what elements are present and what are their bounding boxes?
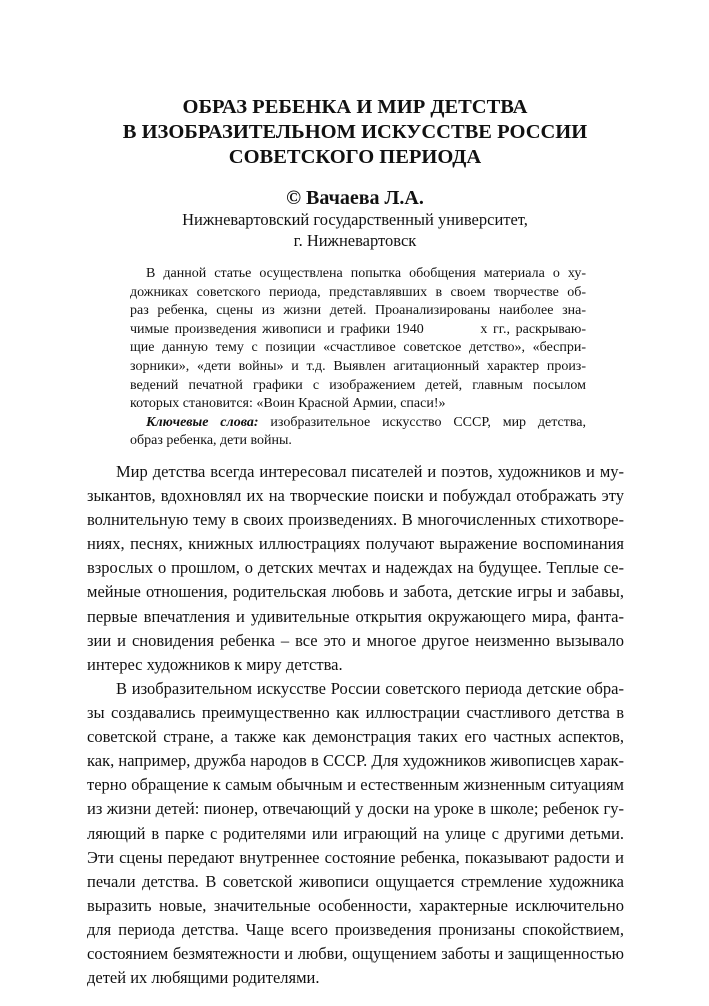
body-line: В изобразительном искусстве России советского периода детские обра- [116, 679, 624, 698]
keywords-line [130, 414, 586, 433]
article-title-line-2: В ИЗОБРАЗИТЕЛЬНОМ ИСКУССТВЕ РОССИИ [122, 121, 588, 143]
body-line: зы создавались преимущественно как иллюстрации счастливого детства в [87, 703, 624, 723]
author-name: © Вачаева Л.А. [286, 187, 424, 209]
abstract-line: которых становится: «Воин Красной Армии, спаси!» [130, 396, 446, 412]
abstract-line: В данной статье осуществлена попытка обобщения материала о ху- [146, 266, 586, 281]
body-paragraph-2 [87, 677, 624, 990]
abstract [130, 265, 586, 451]
body-line: Эти сцены передают внутреннее состояние ребенка, показывают радости и [87, 847, 624, 867]
body-line: ниях, песнях, книжных иллюстрациях получают выражение воспоминания [87, 534, 624, 554]
body-line: как, например, дружба народов в СССР. Для художников живописцев харак- [87, 751, 624, 771]
abstract-line: зорники», «дети войны» и т.д. Выявлен агитационный характер произ- [130, 358, 586, 374]
body-line: зыкантов, вдохновлял их на творческие поиски и побуждал отображать эту [87, 486, 624, 506]
body-line: советской стране, а также как демонстрация таких его частных аспектов, [87, 727, 624, 747]
abstract-line: дожниках советского периода, представлявших в своем творчестве об- [130, 284, 586, 300]
body-line: Мир детства всегда интересовал писателей и поэтов, художников и му- [116, 462, 624, 481]
body-line: для периода детства. Чаще всего произведения пронизаны спокойствием, [87, 919, 624, 939]
body-line: из жизни детей: пионер, отвечающий у доски на уроке в школе; ребенок гу- [87, 799, 624, 819]
body-line: выразить новые, значительные особенности, характерные исключительно [87, 895, 624, 915]
keywords-label: Ключевые слова: [146, 414, 259, 430]
abstract-line: ведений печатной графики с изображением детей, главным посылом [130, 377, 586, 393]
body-paragraph-1 [87, 460, 624, 677]
body-line: детей их любящими родителями. [87, 968, 320, 988]
abstract-line: раз ребенка, сцены из жизни детей. Проанализированы наиболее зна- [130, 303, 586, 319]
body-line: ляющий в парке с родителями или играющий на улице с другими детьми. [87, 823, 624, 843]
body-line: состоянием безмятежности и любви, ощущением заботы и защищенностью [87, 944, 624, 964]
keywords-text: изобразительное искусство СССР, мир детства, [258, 414, 586, 430]
keywords-line: образ ребенка, дети войны. [130, 433, 292, 449]
article-title-line-3: СОВЕТСКОГО ПЕРИОДА [228, 146, 482, 168]
body-line: взрослых о прошлом, о детских мечтах и надеждах на будущее. Теплые се- [87, 558, 624, 578]
body-line: первые впечатления и удивительные открытия окружающего мира, фанта- [87, 606, 624, 626]
article-title-line-1: ОБРАЗ РЕБЕНКА И МИР ДЕТСТВА [182, 96, 528, 118]
affiliation-line-1: Нижневартовский государственный университет, [182, 210, 528, 229]
affiliation-line-2: г. Нижневартовск [293, 231, 417, 250]
body-line: мейные отношения, родительская любовь и забота, детские игры и забавы, [87, 582, 624, 602]
body-line: печали детства. В советской живописи ощущается стремление художника [87, 871, 624, 891]
body-line: терно обращение к самым обычным и естественным жизненным ситуациям [87, 775, 624, 795]
abstract-line: чимые произведения живописи и графики 1940 х гг., раскрываю- [130, 321, 586, 337]
body-line: волнительную тему в своих произведениях. В многочисленных стихотворе- [87, 510, 624, 530]
body-line: интерес художников к миру детства. [87, 654, 343, 674]
body-line: зии и сновидения ребенка – все это и многое другое неизменно вызывало [87, 630, 624, 650]
abstract-line: щие данную тему с позиции «счастливое советское детство», «беспри- [130, 340, 586, 356]
